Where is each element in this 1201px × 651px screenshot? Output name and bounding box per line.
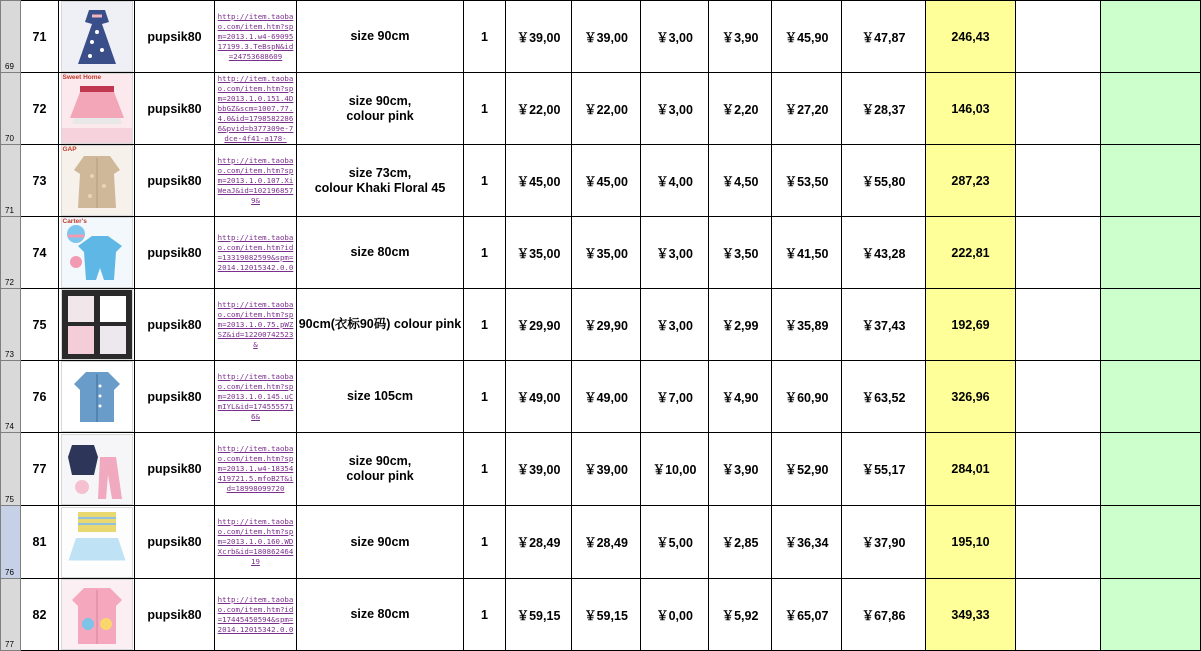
fee-cell[interactable]: ￥2,85 [709, 506, 772, 579]
quantity-cell[interactable]: 1 [464, 506, 506, 579]
tutu-icon[interactable] [61, 507, 133, 578]
product-image-cell[interactable] [59, 579, 135, 651]
subtotal-cell[interactable]: ￥39,00 [572, 433, 641, 506]
item-number-cell[interactable]: 77 [21, 433, 59, 506]
table-row [1, 289, 1201, 361]
quantity-cell[interactable]: 1 [464, 361, 506, 433]
row-header[interactable]: 73 [1, 289, 21, 361]
product-link[interactable]: http://item.taobao.com/item.htm?spm=2013.1.0.151.4DbbGZ&scm=1007.77.4.0&id=17985822866&pvid=b377309e-7dce-4f41-a178- [217, 73, 294, 143]
shipping-cell[interactable]: ￥10,00 [641, 433, 709, 506]
item-number-cell[interactable]: 72 [21, 73, 59, 145]
total-with-fee-cell[interactable]: ￥67,86 [842, 579, 926, 651]
product-image-cell[interactable] [59, 73, 135, 145]
product-image-brand-label: GAP [62, 146, 77, 153]
product-image-brand-label: Sweet Home [62, 74, 102, 81]
fee-cell[interactable]: ￥3,50 [709, 217, 772, 289]
row-header[interactable]: 74 [1, 361, 21, 433]
quantity-cell[interactable]: 1 [464, 1, 506, 73]
price-cell[interactable]: ￥28,49 [506, 506, 572, 579]
total-with-fee-cell[interactable]: ￥43,28 [842, 217, 926, 289]
total-cell[interactable]: ￥65,07 [772, 579, 842, 651]
table-row [1, 361, 1201, 433]
row-header[interactable]: 70 [1, 73, 21, 145]
total-cell[interactable]: ￥53,50 [772, 145, 842, 217]
subtotal-cell[interactable]: ￥22,00 [572, 73, 641, 145]
quantity-cell[interactable]: 1 [464, 217, 506, 289]
description-cell[interactable] [297, 506, 464, 579]
rub-total-cell[interactable]: 192,69 [926, 289, 1016, 361]
rub-total-cell[interactable]: 195,10 [926, 506, 1016, 579]
product-image-cell[interactable] [59, 289, 135, 361]
status-cell[interactable] [1101, 1, 1201, 73]
coat-icon[interactable] [61, 145, 133, 216]
seller-cell[interactable]: pupsik80 [135, 506, 215, 579]
total-with-fee-cell[interactable]: ￥47,87 [842, 1, 926, 73]
item-number-cell[interactable]: 76 [21, 361, 59, 433]
seller-cell[interactable]: pupsik80 [135, 145, 215, 217]
table-row [1, 73, 1201, 145]
row-header[interactable]: 76 [1, 506, 21, 579]
subtotal-cell[interactable]: ￥59,15 [572, 579, 641, 651]
total-with-fee-cell[interactable]: ￥63,52 [842, 361, 926, 433]
fee-cell[interactable]: ￥2,99 [709, 289, 772, 361]
price-cell[interactable]: ￥39,00 [506, 1, 572, 73]
item-number-cell[interactable]: 75 [21, 289, 59, 361]
status-cell[interactable] [1101, 433, 1201, 506]
quantity-cell[interactable]: 1 [464, 433, 506, 506]
item-number-cell[interactable]: 71 [21, 1, 59, 73]
description-cell[interactable] [297, 433, 464, 506]
product-link-cell[interactable] [215, 361, 297, 433]
price-cell[interactable]: ￥22,00 [506, 73, 572, 145]
product-link-cell[interactable] [215, 506, 297, 579]
table-row [1, 145, 1201, 217]
description-cell[interactable] [297, 361, 464, 433]
status-cell[interactable] [1101, 579, 1201, 651]
description-text: size 105cm [346, 389, 414, 403]
product-image-cell[interactable] [59, 217, 135, 289]
total-cell[interactable]: ￥41,50 [772, 217, 842, 289]
skirt-icon[interactable] [61, 73, 133, 144]
description-cell[interactable] [297, 73, 464, 145]
product-link-cell[interactable] [215, 73, 297, 145]
product-link[interactable]: http://item.taobao.com/item.htm?spm=2013.1.0.107.XiWeaJ&id=1021968579& [217, 155, 294, 205]
description-text: size 90cm [350, 29, 410, 43]
rub-total-cell[interactable]: 284,01 [926, 433, 1016, 506]
item-number-cell[interactable]: 81 [21, 506, 59, 579]
product-image-brand-label: Carter's [62, 218, 87, 225]
product-image-cell[interactable] [59, 361, 135, 433]
price-cell[interactable]: ￥35,00 [506, 217, 572, 289]
empty-cell[interactable] [1016, 73, 1101, 145]
empty-cell[interactable] [1016, 361, 1101, 433]
product-link[interactable]: http://item.taobao.com/item.htm?spm=2013.1.0.145.uCmIYL&id=1745555716& [217, 371, 294, 421]
status-cell[interactable] [1101, 217, 1201, 289]
shipping-cell[interactable]: ￥3,00 [641, 1, 709, 73]
quantity-cell[interactable]: 1 [464, 579, 506, 651]
seller-cell[interactable]: pupsik80 [135, 217, 215, 289]
quantity-cell[interactable]: 1 [464, 289, 506, 361]
subtotal-cell[interactable]: ￥28,49 [572, 506, 641, 579]
row-header[interactable]: 71 [1, 145, 21, 217]
description-text: 90cm(衣标90码) colour pink [298, 317, 462, 331]
product-link-cell[interactable] [215, 433, 297, 506]
total-cell[interactable]: ￥60,90 [772, 361, 842, 433]
total-cell[interactable]: ￥35,89 [772, 289, 842, 361]
description-text: size 80cm [350, 607, 410, 621]
shipping-cell[interactable]: ￥3,00 [641, 217, 709, 289]
row-header[interactable]: 69 [1, 1, 21, 73]
empty-cell[interactable] [1016, 579, 1101, 651]
subtotal-cell[interactable]: ￥29,90 [572, 289, 641, 361]
product-link-cell[interactable] [215, 145, 297, 217]
price-cell[interactable]: ￥29,90 [506, 289, 572, 361]
total-with-fee-cell[interactable]: ￥37,90 [842, 506, 926, 579]
product-link-cell[interactable] [215, 579, 297, 651]
table-row [1, 433, 1201, 506]
table-row [1, 579, 1201, 651]
seller-cell[interactable]: pupsik80 [135, 361, 215, 433]
subtotal-cell[interactable]: ￥45,00 [572, 145, 641, 217]
seller-cell[interactable]: pupsik80 [135, 579, 215, 651]
price-cell[interactable]: ￥59,15 [506, 579, 572, 651]
fee-cell[interactable]: ￥3,90 [709, 1, 772, 73]
product-link-cell[interactable] [215, 1, 297, 73]
fee-cell[interactable]: ￥4,90 [709, 361, 772, 433]
subtotal-cell[interactable]: ￥39,00 [572, 1, 641, 73]
price-cell[interactable]: ￥39,00 [506, 433, 572, 506]
product-link[interactable]: http://item.taobao.com/item.htm?spm=2013.1.0.160.WDXcrb&id=18086246419 [217, 517, 294, 566]
fee-cell[interactable]: ￥3,90 [709, 433, 772, 506]
table-row [1, 506, 1201, 579]
row-header[interactable]: 77 [1, 579, 21, 651]
item-number-cell[interactable]: 74 [21, 217, 59, 289]
description-text: size 80cm [350, 245, 410, 259]
total-cell[interactable]: ￥36,34 [772, 506, 842, 579]
product-image-cell[interactable] [59, 145, 135, 217]
outfit-icon[interactable] [61, 434, 133, 505]
rub-total-cell[interactable]: 246,43 [926, 1, 1016, 73]
table-row [1, 1, 1201, 73]
description-text: size 90cm, colour pink [346, 93, 414, 123]
total-with-fee-cell[interactable]: ￥37,43 [842, 289, 926, 361]
price-cell[interactable]: ￥49,00 [506, 361, 572, 433]
product-link[interactable]: http://item.taobao.com/item.htm?spm=2013.1.0.75.pWZSZ&id=12200742523& [217, 299, 294, 349]
seller-cell[interactable]: pupsik80 [135, 289, 215, 361]
cardigan-icon[interactable] [61, 579, 133, 650]
shipping-cell[interactable]: ￥0,00 [641, 579, 709, 651]
product-link[interactable]: http://item.taobao.com/item.htm?spm=2013.1.w4-18354419721.5.mfoB2T&id=18998099720 [217, 444, 294, 493]
product-image-cell[interactable] [59, 1, 135, 73]
product-link[interactable]: http://item.taobao.com/item.htm?id=17445450594&spm=2014.12015342.0.0 [217, 594, 294, 634]
seller-cell[interactable]: pupsik80 [135, 433, 215, 506]
description-text: size 73cm, colour Khaki Floral 45 [314, 165, 446, 195]
total-cell[interactable]: ￥52,90 [772, 433, 842, 506]
shipping-cell[interactable]: ￥5,00 [641, 506, 709, 579]
status-cell[interactable] [1101, 73, 1201, 145]
total-cell[interactable]: ￥27,20 [772, 73, 842, 145]
empty-cell[interactable] [1016, 1, 1101, 73]
fee-cell[interactable]: ￥4,50 [709, 145, 772, 217]
total-with-fee-cell[interactable]: ￥28,37 [842, 73, 926, 145]
seller-cell[interactable]: pupsik80 [135, 73, 215, 145]
description-text: size 90cm, colour pink [346, 454, 414, 483]
product-image-cell[interactable] [59, 506, 135, 579]
fee-cell[interactable]: ￥5,92 [709, 579, 772, 651]
description-text: size 90cm [350, 534, 410, 549]
product-link-cell[interactable] [215, 217, 297, 289]
shipping-cell[interactable]: ￥3,00 [641, 289, 709, 361]
description-cell[interactable] [297, 289, 464, 361]
empty-cell[interactable] [1016, 145, 1101, 217]
empty-cell[interactable] [1016, 433, 1101, 506]
rub-total-cell[interactable]: 222,81 [926, 217, 1016, 289]
description-cell[interactable] [297, 579, 464, 651]
quantity-cell[interactable]: 1 [464, 73, 506, 145]
total-cell[interactable]: ￥45,90 [772, 1, 842, 73]
quantity-cell[interactable]: 1 [464, 145, 506, 217]
product-link[interactable]: http://item.taobao.com/item.htm?spm=2013.1.w4-6909517199.3.TeBspN&id=24753688609 [217, 11, 294, 61]
description-cell[interactable] [297, 217, 464, 289]
status-cell[interactable] [1101, 361, 1201, 433]
shipping-cell[interactable]: ￥3,00 [641, 73, 709, 145]
total-with-fee-cell[interactable]: ￥55,17 [842, 433, 926, 506]
table-row [1, 217, 1201, 289]
empty-cell[interactable] [1016, 289, 1101, 361]
rub-total-cell[interactable]: 349,33 [926, 579, 1016, 651]
row-header[interactable]: 72 [1, 217, 21, 289]
empty-cell[interactable] [1016, 217, 1101, 289]
subtotal-cell[interactable]: ￥49,00 [572, 361, 641, 433]
product-link-cell[interactable] [215, 289, 297, 361]
status-cell[interactable] [1101, 145, 1201, 217]
row-header[interactable]: 75 [1, 433, 21, 506]
set-icon[interactable] [61, 289, 133, 360]
product-link[interactable]: http://item.taobao.com/item.htm?id=13319082599&spm=2014.12015342.0.0 [217, 232, 294, 272]
description-cell[interactable] [297, 1, 464, 73]
jacket-icon[interactable] [61, 361, 133, 432]
item-number-cell[interactable]: 82 [21, 579, 59, 651]
subtotal-cell[interactable]: ￥35,00 [572, 217, 641, 289]
rub-total-cell[interactable]: 326,96 [926, 361, 1016, 433]
description-cell[interactable] [297, 145, 464, 217]
shipping-cell[interactable]: ￥7,00 [641, 361, 709, 433]
product-image-cell[interactable] [59, 433, 135, 506]
table-body [1, 1, 1201, 651]
romper-icon[interactable] [61, 217, 133, 288]
rub-total-cell[interactable]: 146,03 [926, 73, 1016, 145]
price-cell[interactable]: ￥45,00 [506, 145, 572, 217]
seller-cell[interactable]: pupsik80 [135, 1, 215, 73]
fee-cell[interactable]: ￥2,20 [709, 73, 772, 145]
shipping-cell[interactable]: ￥4,00 [641, 145, 709, 217]
status-cell[interactable] [1101, 506, 1201, 579]
total-with-fee-cell[interactable]: ￥55,80 [842, 145, 926, 217]
dress-icon[interactable] [61, 1, 133, 72]
rub-total-cell[interactable]: 287,23 [926, 145, 1016, 217]
item-number-cell[interactable]: 73 [21, 145, 59, 217]
status-cell[interactable] [1101, 289, 1201, 361]
empty-cell[interactable] [1016, 506, 1101, 579]
